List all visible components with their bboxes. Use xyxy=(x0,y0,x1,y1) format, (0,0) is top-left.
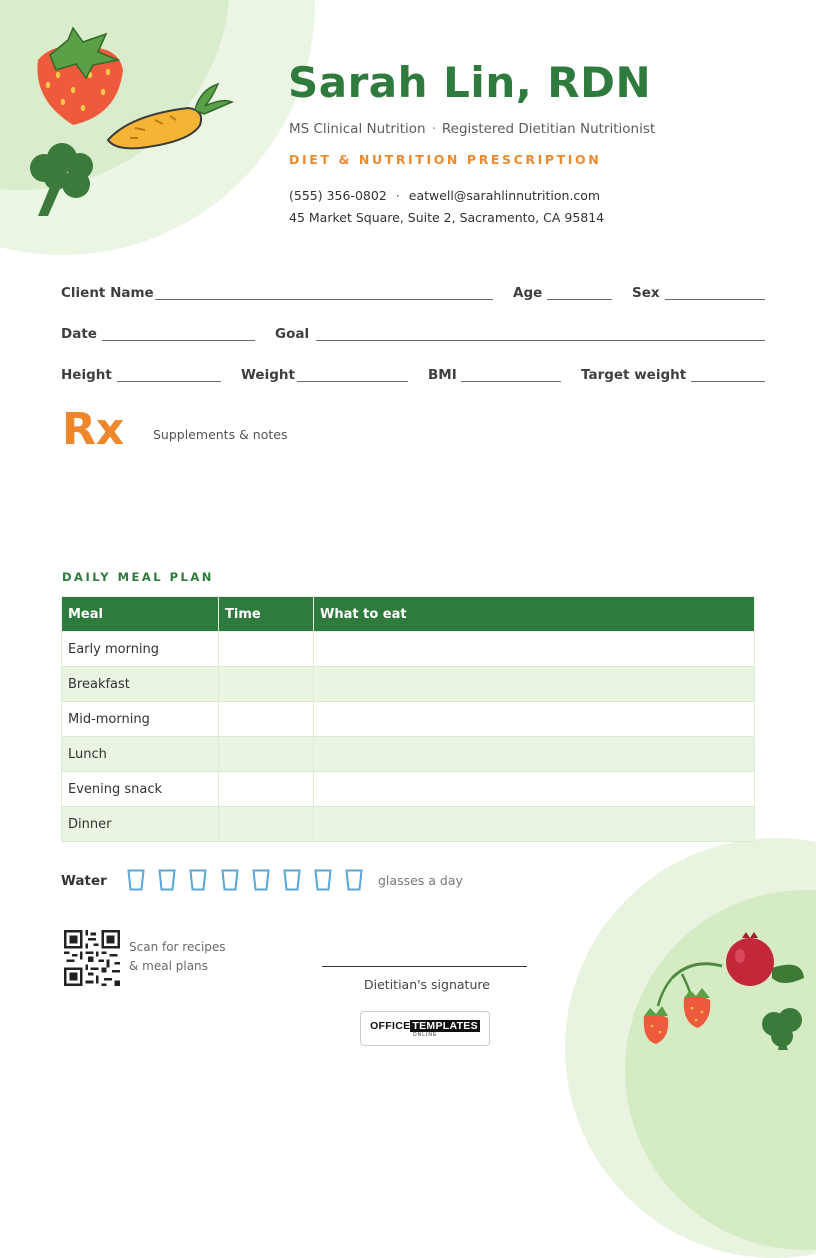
prescription-title: DIET & NUTRITION PRESCRIPTION xyxy=(289,152,602,167)
water-glass-icon[interactable] xyxy=(314,869,332,891)
water-suffix: glasses a day xyxy=(378,873,463,888)
table-row xyxy=(62,667,755,702)
meal-plan-table xyxy=(61,596,755,842)
meal-cell: Evening snack xyxy=(62,772,219,807)
signature-line[interactable] xyxy=(322,966,527,967)
table-row xyxy=(62,632,755,667)
carrot-icon xyxy=(100,70,240,160)
office-templates-logo xyxy=(360,1011,490,1046)
credential-degree: MS Clinical Nutrition xyxy=(289,121,426,137)
email-address: eatwell@sarahlinnutrition.com xyxy=(408,188,601,203)
water-glass-icon[interactable] xyxy=(283,869,301,891)
client-name-field[interactable] xyxy=(155,299,493,300)
meal-table-header xyxy=(62,597,755,632)
time-cell[interactable] xyxy=(219,807,314,842)
meal-cell: Breakfast xyxy=(62,667,219,702)
pomegranate-icon xyxy=(726,932,804,986)
rx-symbol: Rx xyxy=(62,404,125,455)
client-name-label: Client Name xyxy=(61,285,154,301)
weight-label: Weight xyxy=(241,367,295,383)
target-weight-label: Target weight xyxy=(581,367,687,383)
sex-field[interactable] xyxy=(665,299,765,300)
what-to-eat-cell[interactable] xyxy=(314,632,755,667)
water-glass-icon[interactable] xyxy=(345,869,363,891)
height-field[interactable] xyxy=(117,381,221,382)
meal-plan-title: DAILY MEAL PLAN xyxy=(62,570,214,584)
meal-cell: Dinner xyxy=(62,807,219,842)
strawberry-small-icon xyxy=(684,988,710,1028)
time-cell[interactable] xyxy=(219,737,314,772)
column-header-meal: Meal xyxy=(62,597,219,632)
qr-code[interactable] xyxy=(64,930,120,986)
water-glass-icon[interactable] xyxy=(221,869,239,891)
water-glass-icon[interactable] xyxy=(127,869,145,891)
what-to-eat-cell[interactable] xyxy=(314,667,755,702)
meal-cell: Early morning xyxy=(62,632,219,667)
water-glass-icon[interactable] xyxy=(158,869,176,891)
sex-label: Sex xyxy=(632,285,660,301)
date-label: Date xyxy=(61,326,97,342)
brand-part-office: OFFICE xyxy=(370,1019,411,1032)
age-field[interactable] xyxy=(547,299,612,300)
scan-text-line-2: & meal plans xyxy=(129,959,208,973)
signature-label: Dietitian's signature xyxy=(364,977,490,992)
age-label: Age xyxy=(513,285,543,301)
table-row xyxy=(62,702,755,737)
goal-label: Goal xyxy=(275,326,310,342)
column-header-what-to-eat: What to eat xyxy=(314,597,755,632)
column-header-time: Time xyxy=(219,597,314,632)
goal-field[interactable] xyxy=(316,340,765,341)
water-glass-icon[interactable] xyxy=(189,869,207,891)
separator: · xyxy=(431,121,436,137)
table-row xyxy=(62,807,755,842)
table-row xyxy=(62,737,755,772)
contact-line xyxy=(289,188,600,203)
height-label: Height xyxy=(61,367,112,383)
date-field[interactable] xyxy=(102,340,255,341)
brand-part-templates: TEMPLATES xyxy=(412,1019,478,1032)
credentials xyxy=(289,121,655,137)
brand-sub: ONLINE xyxy=(412,1031,438,1038)
dietitian-name: Sarah Lin, RDN xyxy=(288,58,652,107)
bmi-field[interactable] xyxy=(461,381,561,382)
what-to-eat-cell[interactable] xyxy=(314,772,755,807)
water-glass-icon[interactable] xyxy=(252,869,270,891)
credential-title: Registered Dietitian Nutritionist xyxy=(441,121,656,137)
phone-number: (555) 356-0802 xyxy=(289,188,387,203)
fruit-cluster-illustration xyxy=(632,928,812,1050)
strawberry-small-icon xyxy=(644,1006,669,1044)
separator: · xyxy=(395,188,400,203)
scan-text-line-1: Scan for recipes xyxy=(129,940,226,954)
meal-cell: Lunch xyxy=(62,737,219,772)
time-cell[interactable] xyxy=(219,632,314,667)
broccoli-icon xyxy=(762,1008,802,1050)
bmi-label: BMI xyxy=(428,367,457,383)
supplements-notes-label: Supplements & notes xyxy=(153,427,288,442)
weight-field[interactable] xyxy=(297,381,408,382)
table-row xyxy=(62,772,755,807)
what-to-eat-cell[interactable] xyxy=(314,737,755,772)
time-cell[interactable] xyxy=(219,702,314,737)
time-cell[interactable] xyxy=(219,772,314,807)
meal-cell: Mid-morning xyxy=(62,702,219,737)
broccoli-icon xyxy=(26,140,102,222)
water-label: Water xyxy=(61,873,107,889)
what-to-eat-cell[interactable] xyxy=(314,807,755,842)
office-address: 45 Market Square, Suite 2, Sacramento, CA 95814 xyxy=(289,210,605,225)
time-cell[interactable] xyxy=(219,667,314,702)
what-to-eat-cell[interactable] xyxy=(314,702,755,737)
target-weight-field[interactable] xyxy=(691,381,765,382)
